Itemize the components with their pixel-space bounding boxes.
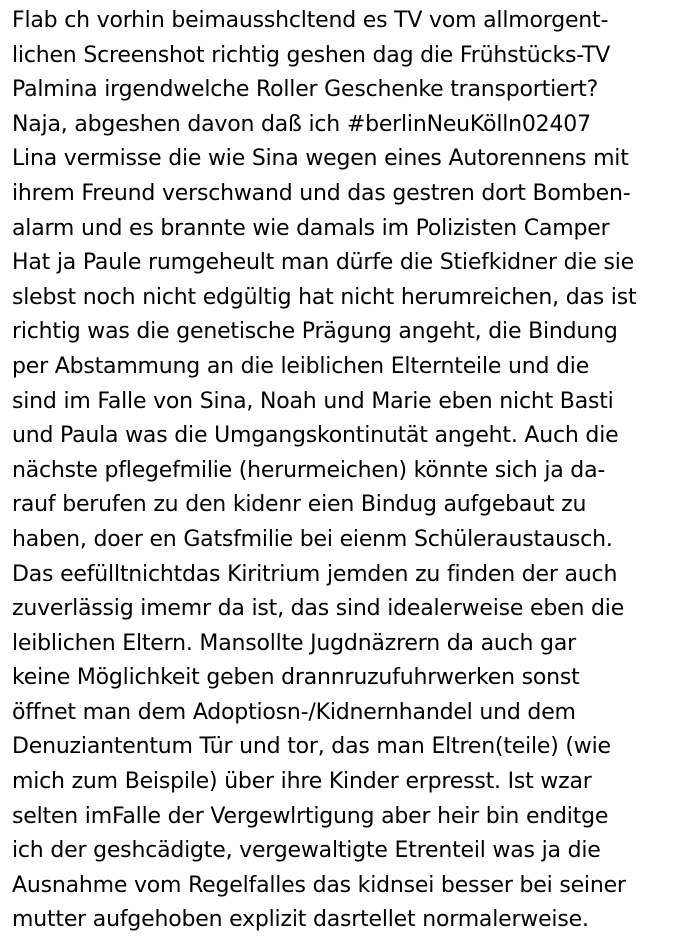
- text-line: leiblichen Eltern. Mansollte Jugdnäzrern da auch gar: [12, 630, 576, 656]
- text-line: rauf berufen zu den kidenr eien Bindug aufgebaut zu: [12, 492, 587, 518]
- text-line: keine Möglichkeit geben drannruzufuhrwerken sonst: [12, 665, 580, 691]
- text-line: alarm und es brannte wie damals im Polizisten Camper: [12, 215, 610, 241]
- text-line: slebst noch nicht edgültig hat nicht herumreichen, das ist: [12, 284, 637, 310]
- text-line: sind im Falle von Sina, Noah und Marie eben nicht Basti: [12, 388, 614, 414]
- text-line: mich zum Beispile) über ihre Kinder erpresst. Ist wzar: [12, 769, 592, 795]
- text-line: per Abstammung an die leiblichen Elternteile und die: [12, 353, 590, 379]
- text-line: nächste pflegefmilie (herurmeichen) könnte sich ja da-: [12, 457, 606, 483]
- text-line: haben, doer en Gatsfmilie bei eienm Schüleraustausch.: [12, 526, 613, 552]
- text-line: ich der geshcädigte, vergewaltigte Etrenteil was ja die: [12, 838, 601, 864]
- text-line: Ausnahme vom Regelfalles das kidnsei besser bei seiner: [12, 872, 626, 898]
- text-line: und Paula was die Umgangskontinutät angeht. Auch die: [12, 423, 619, 449]
- text-line: Das eefülltnichtdas Kiritrium jemden zu finden der auch: [12, 561, 618, 587]
- body-text: [12, 4, 680, 938]
- text-line: lichen Screenshot richtig geshen dag die Frühstücks-TV: [12, 42, 611, 68]
- text-line: ihrem Freund verschwand und das gestren dort Bomben-: [12, 180, 631, 206]
- text-line: Lina vermisse die wie Sina wegen eines Autorennens mit: [12, 146, 629, 172]
- text-line: öffnet man dem Adoptiosn-/Kidnernhandel und dem: [12, 699, 576, 725]
- text-line: Palmina irgendwelche Roller Geschenke transportiert?: [12, 77, 599, 103]
- text-line: Hat ja Paule rumgeheult man dürfe die Stiefkidner die sie: [12, 250, 634, 276]
- text-line: selten imFalle der Vergewlrtigung aber heir bin enditge: [12, 803, 609, 829]
- text-line: Denuziantentum Tür und tor, das man Eltren(teile) (wie: [12, 734, 611, 760]
- text-line: Naja, abgeshen davon daß ich #berlinNeuKölln02407: [12, 111, 591, 137]
- text-line: richtig was die genetische Prägung angeht, die Bindung: [12, 319, 618, 345]
- text-line: mutter aufgehoben explizit dasrtellet normalerweise.: [12, 907, 589, 933]
- text-line: zuverlässig imemr da ist, das sind idealerweise eben die: [12, 596, 625, 622]
- text-line: Flab ch vorhin beimausshcltend es TV vom allmorgent-: [12, 8, 609, 33]
